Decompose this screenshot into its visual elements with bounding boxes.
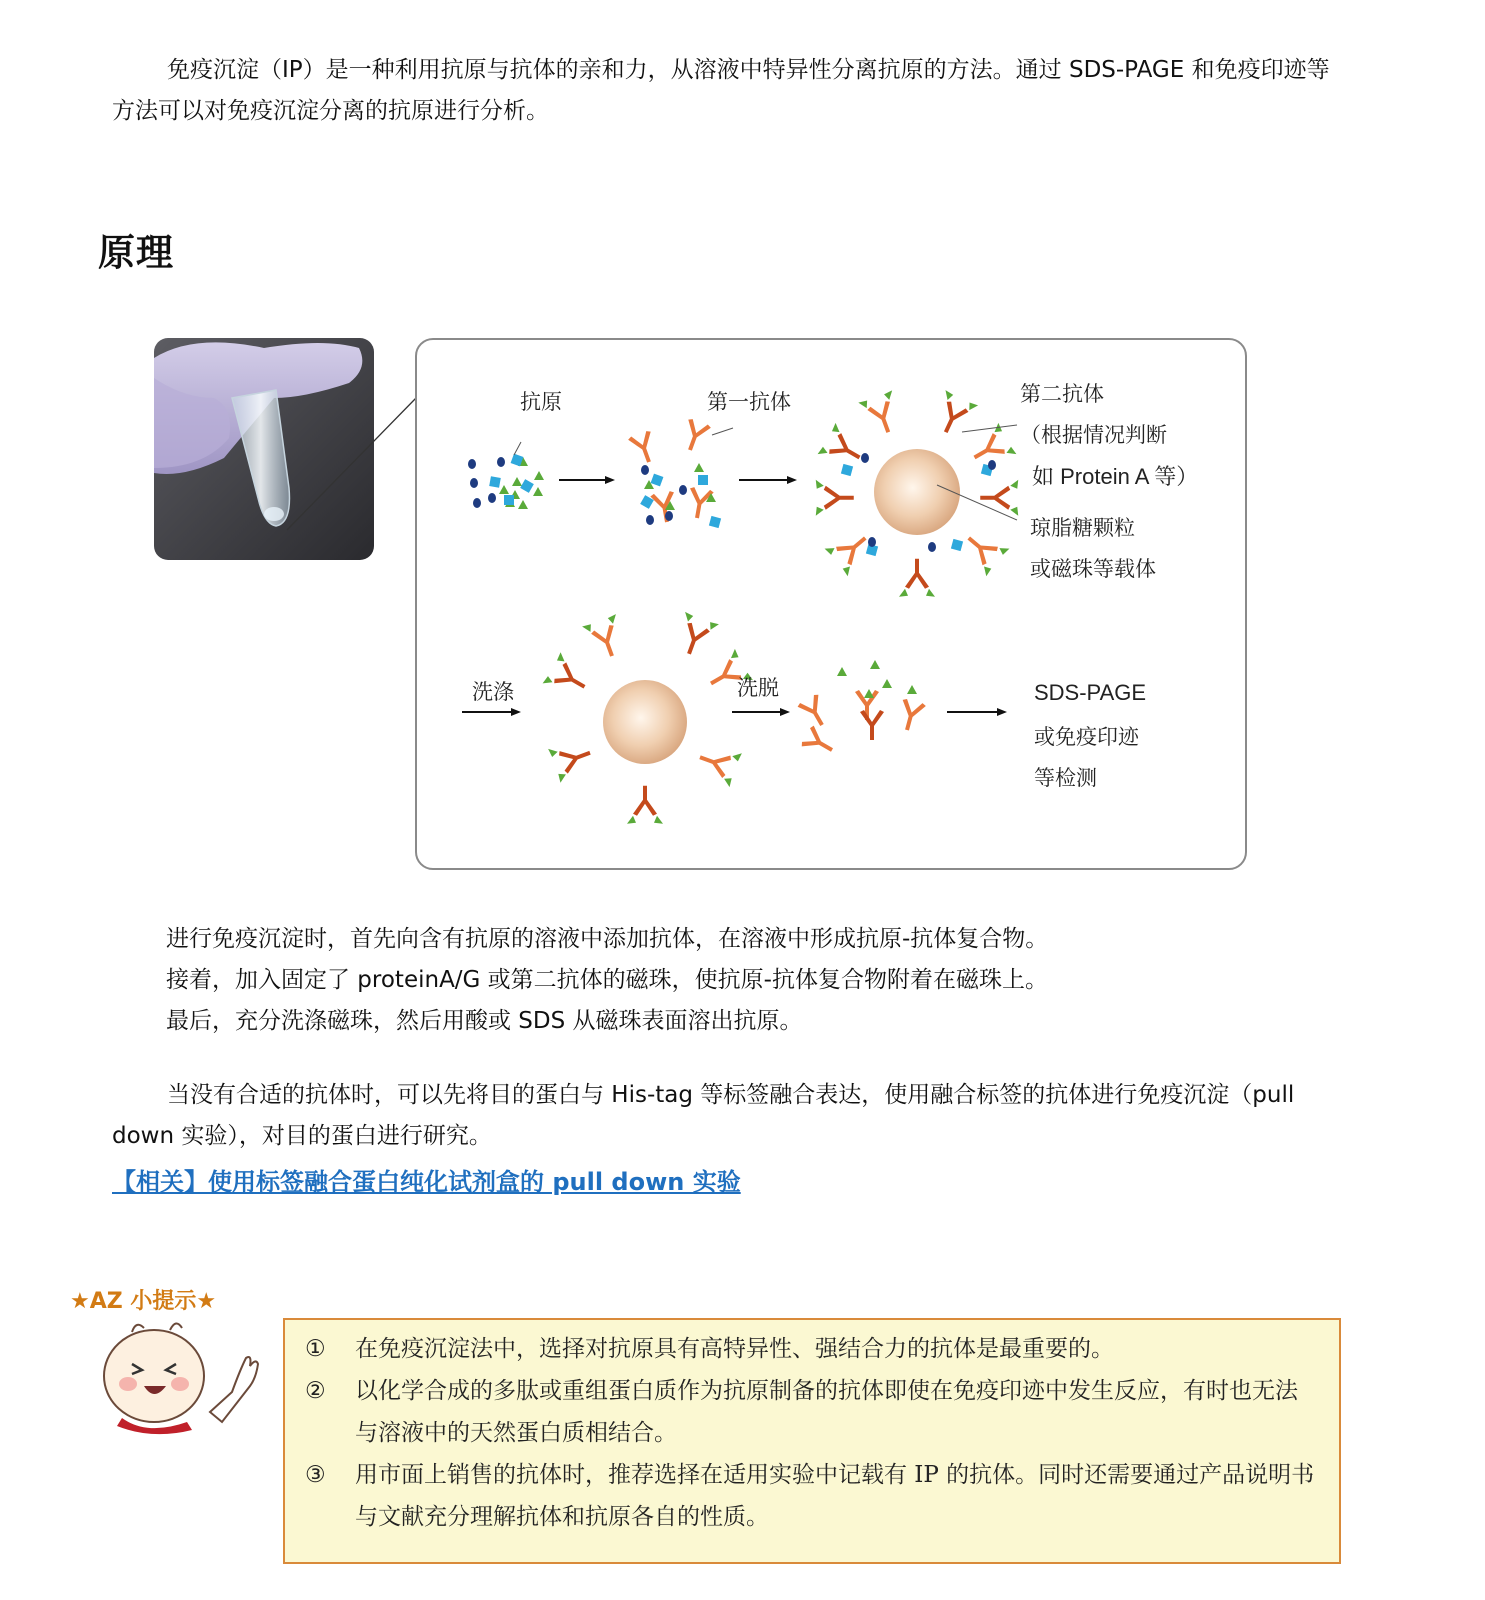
- antibody: [957, 524, 1009, 576]
- section-title: 原理: [98, 231, 174, 274]
- label-sds-page: SDS-PAGE: [1034, 680, 1147, 705]
- label-antigen: 抗原: [520, 390, 562, 414]
- antibody: [929, 390, 978, 440]
- label-secondary-note: （根据情况判断: [1020, 423, 1167, 447]
- label-elute: 洗脱: [737, 676, 779, 700]
- antigen-dot: [988, 460, 996, 470]
- antigen-triangle: [870, 660, 880, 669]
- antigen-triangle: [694, 463, 704, 472]
- label-wash: 洗涤: [472, 680, 514, 704]
- antibody: [895, 698, 926, 733]
- bead: [874, 449, 960, 535]
- antigen-triangle: [512, 477, 522, 486]
- related-link[interactable]: 【相关】使用标签融合蛋白纯化试剂盒的 pull down 实验: [112, 1168, 741, 1196]
- antigen-triangle: [837, 667, 847, 676]
- antigen-dot: [473, 498, 481, 508]
- antigen-square: [651, 474, 664, 487]
- antigen-square: [489, 476, 501, 488]
- tip-number-3: ③: [305, 1462, 326, 1488]
- antibody: [694, 740, 742, 787]
- antibody: [980, 480, 1018, 516]
- explain-line-3: 最后，充分洗涤磁珠，然后用酸或 SDS 从磁珠表面溶出抗原。: [166, 1008, 803, 1034]
- tip-item-3: [305, 1454, 1315, 1538]
- label-carrier-2: 或磁珠等载体: [1030, 557, 1156, 581]
- antigen-dot: [488, 493, 496, 503]
- antigen-triangle: [907, 685, 917, 694]
- antibody: [797, 693, 833, 731]
- antibody: [582, 614, 629, 662]
- antigen-dot: [679, 485, 687, 495]
- antibody: [650, 490, 679, 524]
- antigen-dot: [928, 542, 936, 552]
- tips-box: [283, 1318, 1341, 1564]
- antibody: [860, 710, 884, 740]
- antibody: [543, 652, 594, 702]
- antigen-triangle: [499, 485, 509, 494]
- antigen-triangle: [882, 679, 892, 688]
- tip-text-3: 用市面上销售的抗体时，推荐选择在适用实验中记载有 IP 的抗体。同时还需要通过产品说明书与文献充分理解抗体和抗原各自的性质。: [355, 1462, 1315, 1530]
- antigen-square: [698, 475, 708, 485]
- tip-text-2: 以化学合成的多肽或重组蛋白质作为抗原制备的抗体即使在免疫印迹中发生反应，有时也无法与溶液中的天然蛋白质相结合。: [355, 1378, 1298, 1446]
- antibody: [899, 559, 935, 597]
- antigen-square: [951, 539, 963, 551]
- antigen-square: [504, 495, 514, 505]
- pointer-line: [962, 425, 1017, 432]
- tip-number-1: ①: [305, 1336, 326, 1362]
- antibody: [816, 480, 854, 516]
- antigen-dot: [641, 465, 649, 475]
- antigen-dot: [468, 459, 476, 469]
- antigen-triangle: [518, 500, 528, 509]
- antigen-square: [841, 464, 853, 476]
- arrow-head: [997, 708, 1007, 716]
- antibody: [627, 430, 660, 466]
- mascot-illustration: [92, 1318, 262, 1436]
- explain-line-1: 进行免疫沉淀时，首先向含有抗原的溶液中添加抗体，在溶液中形成抗原-抗体复合物。: [166, 926, 1049, 952]
- label-protein-a: 如 Protein A 等）: [1032, 464, 1199, 489]
- antigen-dot: [861, 453, 869, 463]
- fusion-paragraph: 当没有合适的抗体时，可以先将目的蛋白与 His-tag 等标签融合表达，使用融合标签的抗体进行免疫沉淀（pull down 实验），对目的蛋白进行研究。: [112, 1082, 1295, 1149]
- principle-diagram: [415, 338, 1247, 870]
- label-secondary-antibody: 第二抗体: [1020, 382, 1104, 406]
- bead: [603, 680, 687, 764]
- antibody: [548, 736, 596, 783]
- antigen-triangle: [864, 689, 874, 698]
- antigen-dot: [665, 511, 673, 521]
- tip-number-2: ②: [305, 1378, 326, 1404]
- arrow-head: [605, 476, 615, 484]
- antigen-dot: [497, 457, 505, 467]
- antibody: [685, 486, 714, 520]
- antigen-square: [520, 479, 534, 493]
- tip-item-2: [305, 1370, 1315, 1454]
- arrow-head: [780, 708, 790, 716]
- arrow-head: [787, 476, 797, 484]
- antibody: [627, 786, 663, 824]
- label-primary-antibody: 第一抗体: [707, 390, 791, 414]
- tip-item-1: [305, 1328, 1315, 1370]
- pointer-line: [514, 442, 521, 455]
- label-detection: 等检测: [1034, 766, 1097, 790]
- antigen-dot: [470, 478, 478, 488]
- antigen-dot: [868, 537, 876, 547]
- antigen-dot: [646, 515, 654, 525]
- antibody: [858, 390, 905, 438]
- antigen-triangle: [533, 487, 543, 496]
- intro-paragraph: 免疫沉淀（IP）是一种利用抗原与抗体的亲和力，从溶液中特异性分离抗原的方法。通过 SDS-PAGE 和免疫印迹等方法可以对免疫沉淀分离的抗原进行分析。: [112, 57, 1330, 124]
- antibody: [679, 418, 712, 454]
- tip-text-1: 在免疫沉淀法中，选择对抗原具有高特异性、强结合力的抗体是最重要的。: [355, 1336, 1114, 1362]
- label-carrier-1: 琼脂糖颗粒: [1030, 516, 1135, 540]
- label-western-blot: 或免疫印迹: [1034, 725, 1139, 749]
- explain-paragraph: [166, 919, 1346, 1042]
- antibody: [800, 725, 838, 761]
- antibody: [672, 612, 719, 660]
- pointer-line: [712, 428, 733, 435]
- antigen-triangle: [534, 471, 544, 480]
- connector-line: [285, 395, 420, 535]
- tips-title: ★AZ 小提示★: [70, 1289, 217, 1314]
- explain-line-2: 接着，加入固定了 proteinA/G 或第二抗体的磁珠，使抗原-抗体复合物附着在磁珠上。: [166, 967, 1048, 993]
- arrow-head: [511, 708, 521, 716]
- antigen-square: [709, 516, 721, 528]
